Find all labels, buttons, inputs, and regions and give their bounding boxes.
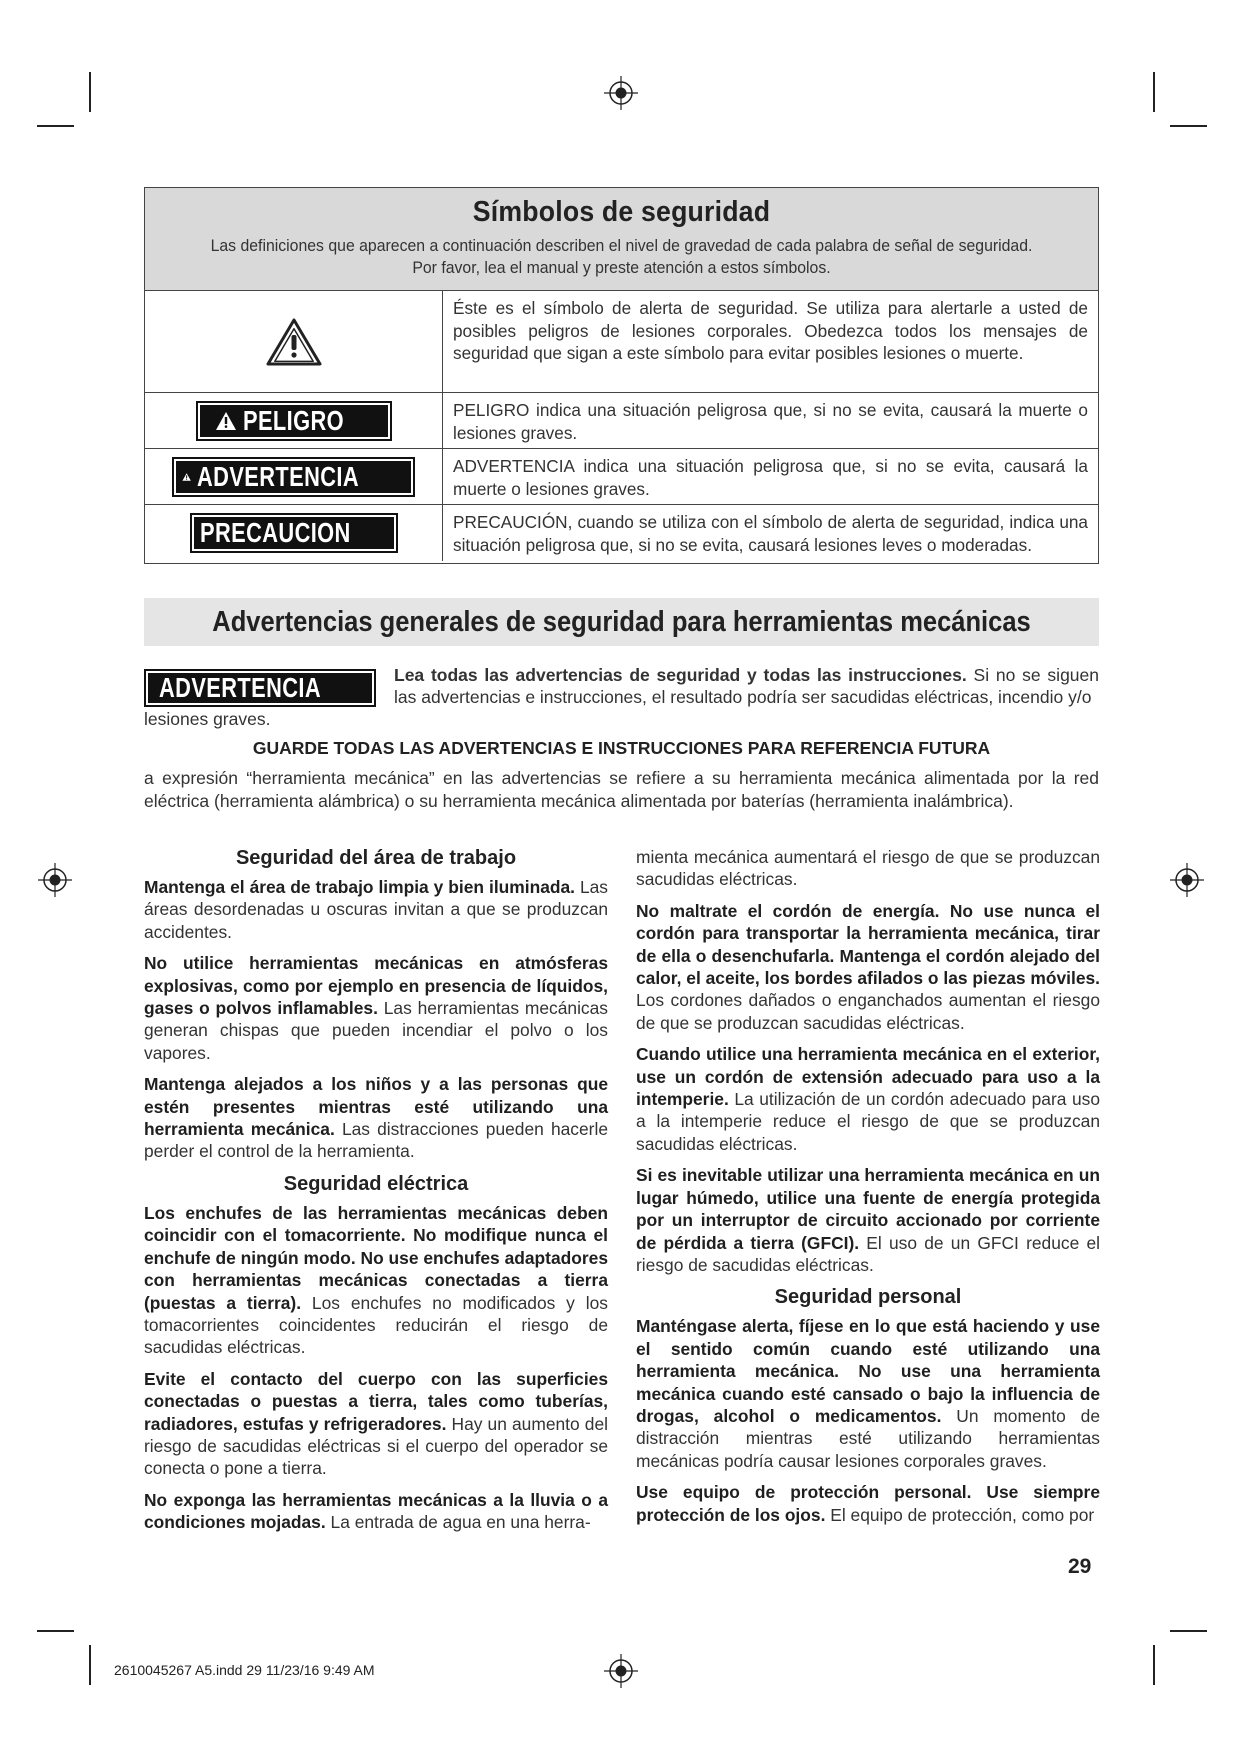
peligro-label: PELIGRO	[196, 401, 392, 441]
crop-mark	[37, 125, 74, 127]
general-warning-tail: lesiones graves.	[144, 709, 271, 729]
symbol-description: Éste es el símbolo de alerta de seguridad. Se utiliza para alertarle a usted de posibles peligros de lesiones corporales. Obedezca todos los mensajes de seguridad que sigan a este símbolo para evitar posibles lesiones o muerte.	[453, 298, 1088, 363]
crop-mark	[37, 1630, 74, 1632]
registration-mark-icon	[604, 76, 638, 110]
advertencia-label: ADVERTENCIA	[144, 669, 376, 707]
paragraph: mienta mecánica aumentará el riesgo de que se produzcan sacudidas eléctricas.	[636, 847, 1100, 890]
paragraph: Si es inevitable utilizar una herramienta mecánica en un lugar húmedo, utilice una fuente de energía protegida por un interruptor de circuito accionado por corriente de pérdida a tierra (GFCI). El uso de un GFCI reduce el riesgo de sacudidas eléctricas.	[636, 1165, 1101, 1275]
precaucion-label: PRECAUCION	[190, 513, 398, 553]
symbol-row	[145, 393, 1098, 449]
paragraph: Cuando utilice una herramienta mecánica en el exterior, use un cordón de extensión adecuado para uso a la intemperie. La utilización de un cordón adecuado para uso a la intemperie reduce el riesgo de que se produzcan sacudidas eléctricas.	[636, 1044, 1100, 1154]
paragraph: No utilice herramientas mecánicas en atmósferas explosivas, como por ejemplo en presencia de líquidos, gases o polvos inflamables. Las herramientas mecánicas generan chispas que pueden incendiar el polvo o los vapores.	[144, 953, 608, 1063]
warning-triangle-icon	[215, 411, 237, 431]
left-column	[144, 846, 608, 1543]
advertencia-label: ADVERTENCIA	[172, 457, 415, 497]
safety-symbols-subtitle: Por favor, lea el manual y preste atención a estos símbolos.	[412, 258, 831, 277]
section-heading: Seguridad eléctrica	[283, 1172, 469, 1195]
paragraph: Mantenga alejados a los niños y a las personas que estén presentes mientras esté utilizando una herramienta mecánica. Las distracciones pueden hacerle perder el control de la herramienta.	[144, 1074, 608, 1162]
crop-mark	[1170, 125, 1207, 127]
crop-mark	[1170, 1630, 1207, 1632]
save-instructions-heading: GUARDE TODAS LAS ADVERTENCIAS E INSTRUCCIONES PARA REFERENCIA FUTURA	[252, 738, 991, 758]
section-heading: Seguridad personal	[774, 1286, 962, 1309]
alert-triangle-icon	[265, 316, 323, 368]
safety-symbols-header	[145, 188, 1098, 291]
symbol-row	[145, 449, 1098, 505]
paragraph: Los enchufes de las herramientas mecánicas deben coincidir con el tomacorriente. No modifique nunca el enchufe de ningún modo. No use enchufes adaptadores con herramientas mecánicas conectadas a tierra (puestas a tierra). Los enchufes no modificados y los tomacorrientes coincidentes reducirán el riesgo de sacudidas eléctricas.	[144, 1202, 608, 1358]
general-warnings-bar	[144, 598, 1099, 646]
paragraph: Evite el contacto del cuerpo con las superficies conectadas o puestas a tierra, tales como tuberías, radiadores, estufas y refrigeradores. Hay un aumento del riesgo de sacudidas eléctricas si el cuerpo del operador se conecta o pone a tierra.	[144, 1368, 608, 1479]
crop-mark	[89, 72, 91, 112]
general-warning: ADVERTENCIA Lea todas las advertencias de seguridad y todas las instrucciones. Si no se siguen las advertencias e instrucciones, el resultado podría ser sacudidas eléctricas, incendio y/o	[144, 664, 1099, 708]
paragraph: Use equipo de protección personal. Use siempre protección de los ojos. El equipo de protección, como por	[636, 1482, 1100, 1525]
right-column	[636, 846, 1100, 1535]
symbol-row	[145, 291, 1098, 393]
crop-mark	[1153, 72, 1155, 112]
registration-mark-icon	[38, 863, 72, 897]
safety-symbols-subtitle: Las definiciones que aparecen a continuación describen el nivel de gravedad de cada palabra de señal de seguridad.	[210, 236, 1033, 255]
safety-symbols-title: Símbolos de seguridad	[472, 196, 771, 228]
paragraph: No maltrate el cordón de energía. No use nunca el cordón para transportar la herramienta mecánica, tirar de ella o desenchufarla. Mantenga el cordón alejado del calor, el aceite, los bordes afilados o las piezas móviles. Los cordones dañados o enganchados aumentan el riesgo de que se produzcan sacudidas eléctricas.	[636, 900, 1100, 1033]
general-warnings-title: Advertencias generales de seguridad para herramientas mecánicas	[212, 606, 1031, 638]
symbol-row	[145, 505, 1098, 561]
intro-paragraph: a expresión “herramienta mecánica” en las advertencias se refiere a su herramienta mecánica alimentada por la red eléctrica (herramienta alámbrica) o su herramienta mecánica alimentada por baterías (herramienta inalámbrica).	[144, 768, 1099, 811]
symbol-description: PRECAUCIÓN, cuando se utiliza con el símbolo de alerta de seguridad, indica una situación peligrosa que, si no se evita, causará lesiones leves o moderadas.	[453, 512, 1088, 555]
symbol-description: PELIGRO indica una situación peligrosa que, si no se evita, causará la muerte o lesiones graves.	[453, 400, 1088, 443]
paragraph: No exponga las herramientas mecánicas a la lluvia o a condiciones mojadas. La entrada de agua en una herra-	[144, 1489, 608, 1533]
crop-mark	[1153, 1645, 1155, 1685]
registration-mark-icon	[604, 1654, 638, 1688]
section-heading: Seguridad del área de trabajo	[235, 847, 517, 869]
crop-mark	[89, 1645, 91, 1685]
safety-symbols-table	[144, 187, 1099, 564]
symbol-description: ADVERTENCIA indica una situación peligrosa que, si no se evita, causará la muerte o lesiones graves.	[453, 456, 1088, 499]
warning-triangle-icon	[182, 467, 191, 487]
print-footer: 2610045267 A5.indd 29 11/23/16 9:49 AM	[114, 1662, 375, 1678]
paragraph: Manténgase alerta, fíjese en lo que está haciendo y use el sentido común cuando esté utilizando una herramienta mecánica. No use una herramienta mecánica cuando esté cansado o bajo la influencia de drogas, alcohol o medicamentos. Un momento de distracción mientras esté utilizando herramientas mecánicas podría causar lesiones corporales graves.	[636, 1316, 1100, 1471]
registration-mark-icon	[1170, 863, 1204, 897]
paragraph: Mantenga el área de trabajo limpia y bien iluminada. Las áreas desordenadas u oscuras invitan a que se produzcan accidentes.	[144, 877, 608, 942]
page-number: 29	[1068, 1555, 1092, 1578]
